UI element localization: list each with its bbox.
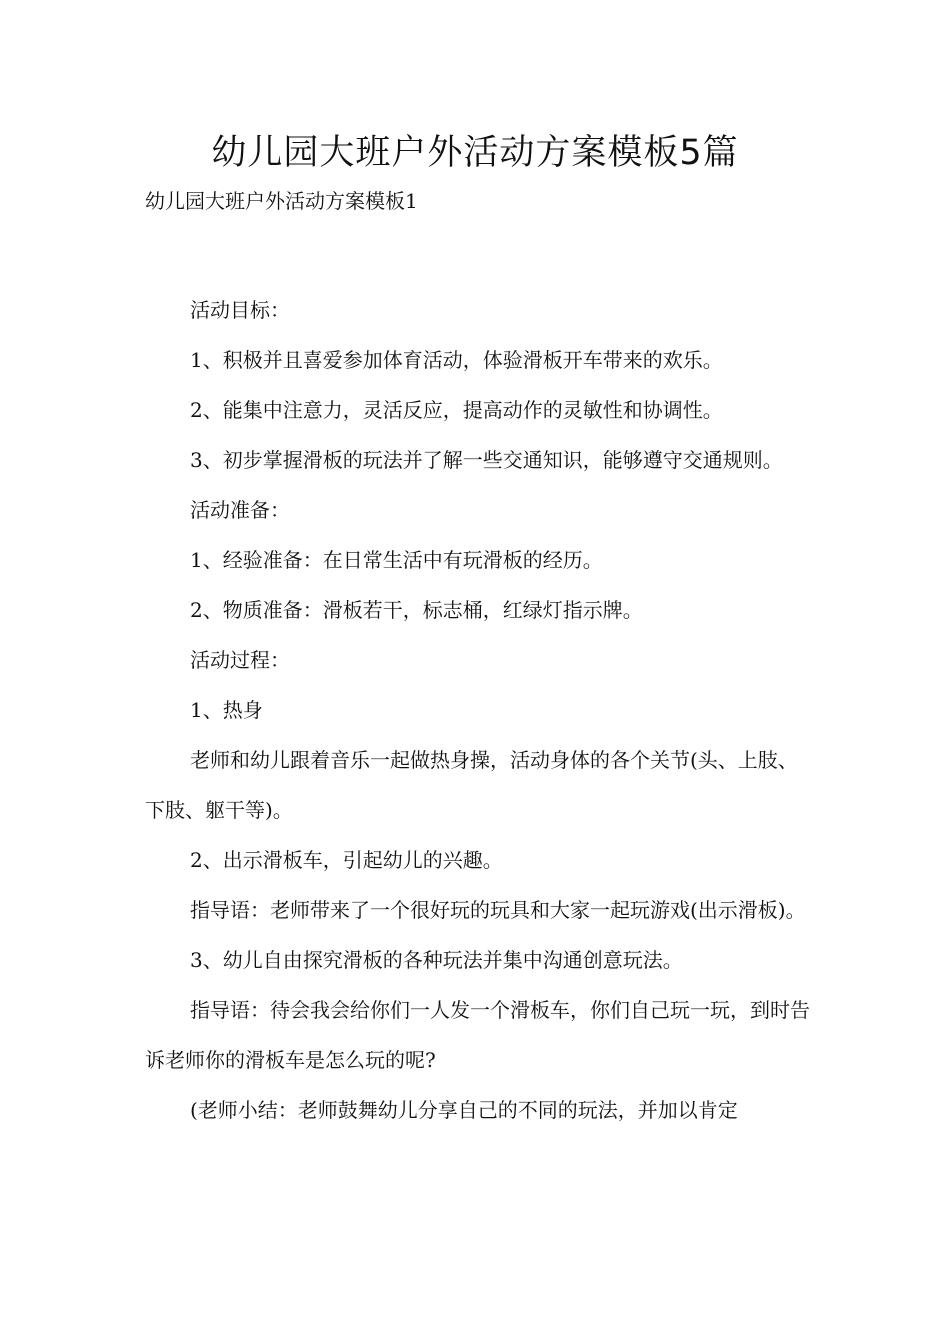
paragraph: 1、积极并且喜爱参加体育活动，体验滑板开车带来的欢乐。: [190, 348, 723, 372]
section-heading-preparation: 活动准备：: [190, 498, 290, 522]
document-body: [145, 285, 810, 1135]
paragraph: 3、幼儿自由探究滑板的各种玩法并集中沟通创意玩法。: [190, 948, 683, 972]
document-title: 幼儿园大班户外活动方案模板5篇: [211, 133, 739, 173]
paragraph: 指导语：待会我会给你们一人发一个滑板车，你们自己玩一玩，到时告诉老师你的滑板车是怎么玩的呢?: [145, 998, 810, 1072]
paragraph: 2、物质准备：滑板若干，标志桶，红绿灯指示牌。: [190, 598, 643, 622]
paragraph: 指导语：老师带来了一个很好玩的玩具和大家一起玩游戏(出示滑板)。: [190, 898, 806, 922]
paragraph: 1、热身: [190, 698, 263, 722]
paragraph: 老师和幼儿跟着音乐一起做热身操，活动身体的各个关节(头、上肢、下肢、躯干等)。: [145, 748, 798, 822]
document-subtitle: 幼儿园大班户外活动方案模板1: [145, 189, 418, 213]
paragraph: 1、经验准备：在日常生活中有玩滑板的经历。: [190, 548, 603, 572]
paragraph: 2、出示滑板车，引起幼儿的兴趣。: [190, 848, 503, 872]
paragraph: 3、初步掌握滑板的玩法并了解一些交通知识，能够遵守交通规则。: [190, 448, 783, 472]
paragraph: (老师小结：老师鼓舞幼儿分享自己的不同的玩法，并加以肯定: [190, 1098, 738, 1122]
section-heading-goals: 活动目标：: [190, 298, 290, 322]
section-heading-process: 活动过程：: [190, 648, 290, 672]
paragraph: 2、能集中注意力，灵活反应，提高动作的灵敏性和协调性。: [190, 398, 723, 422]
